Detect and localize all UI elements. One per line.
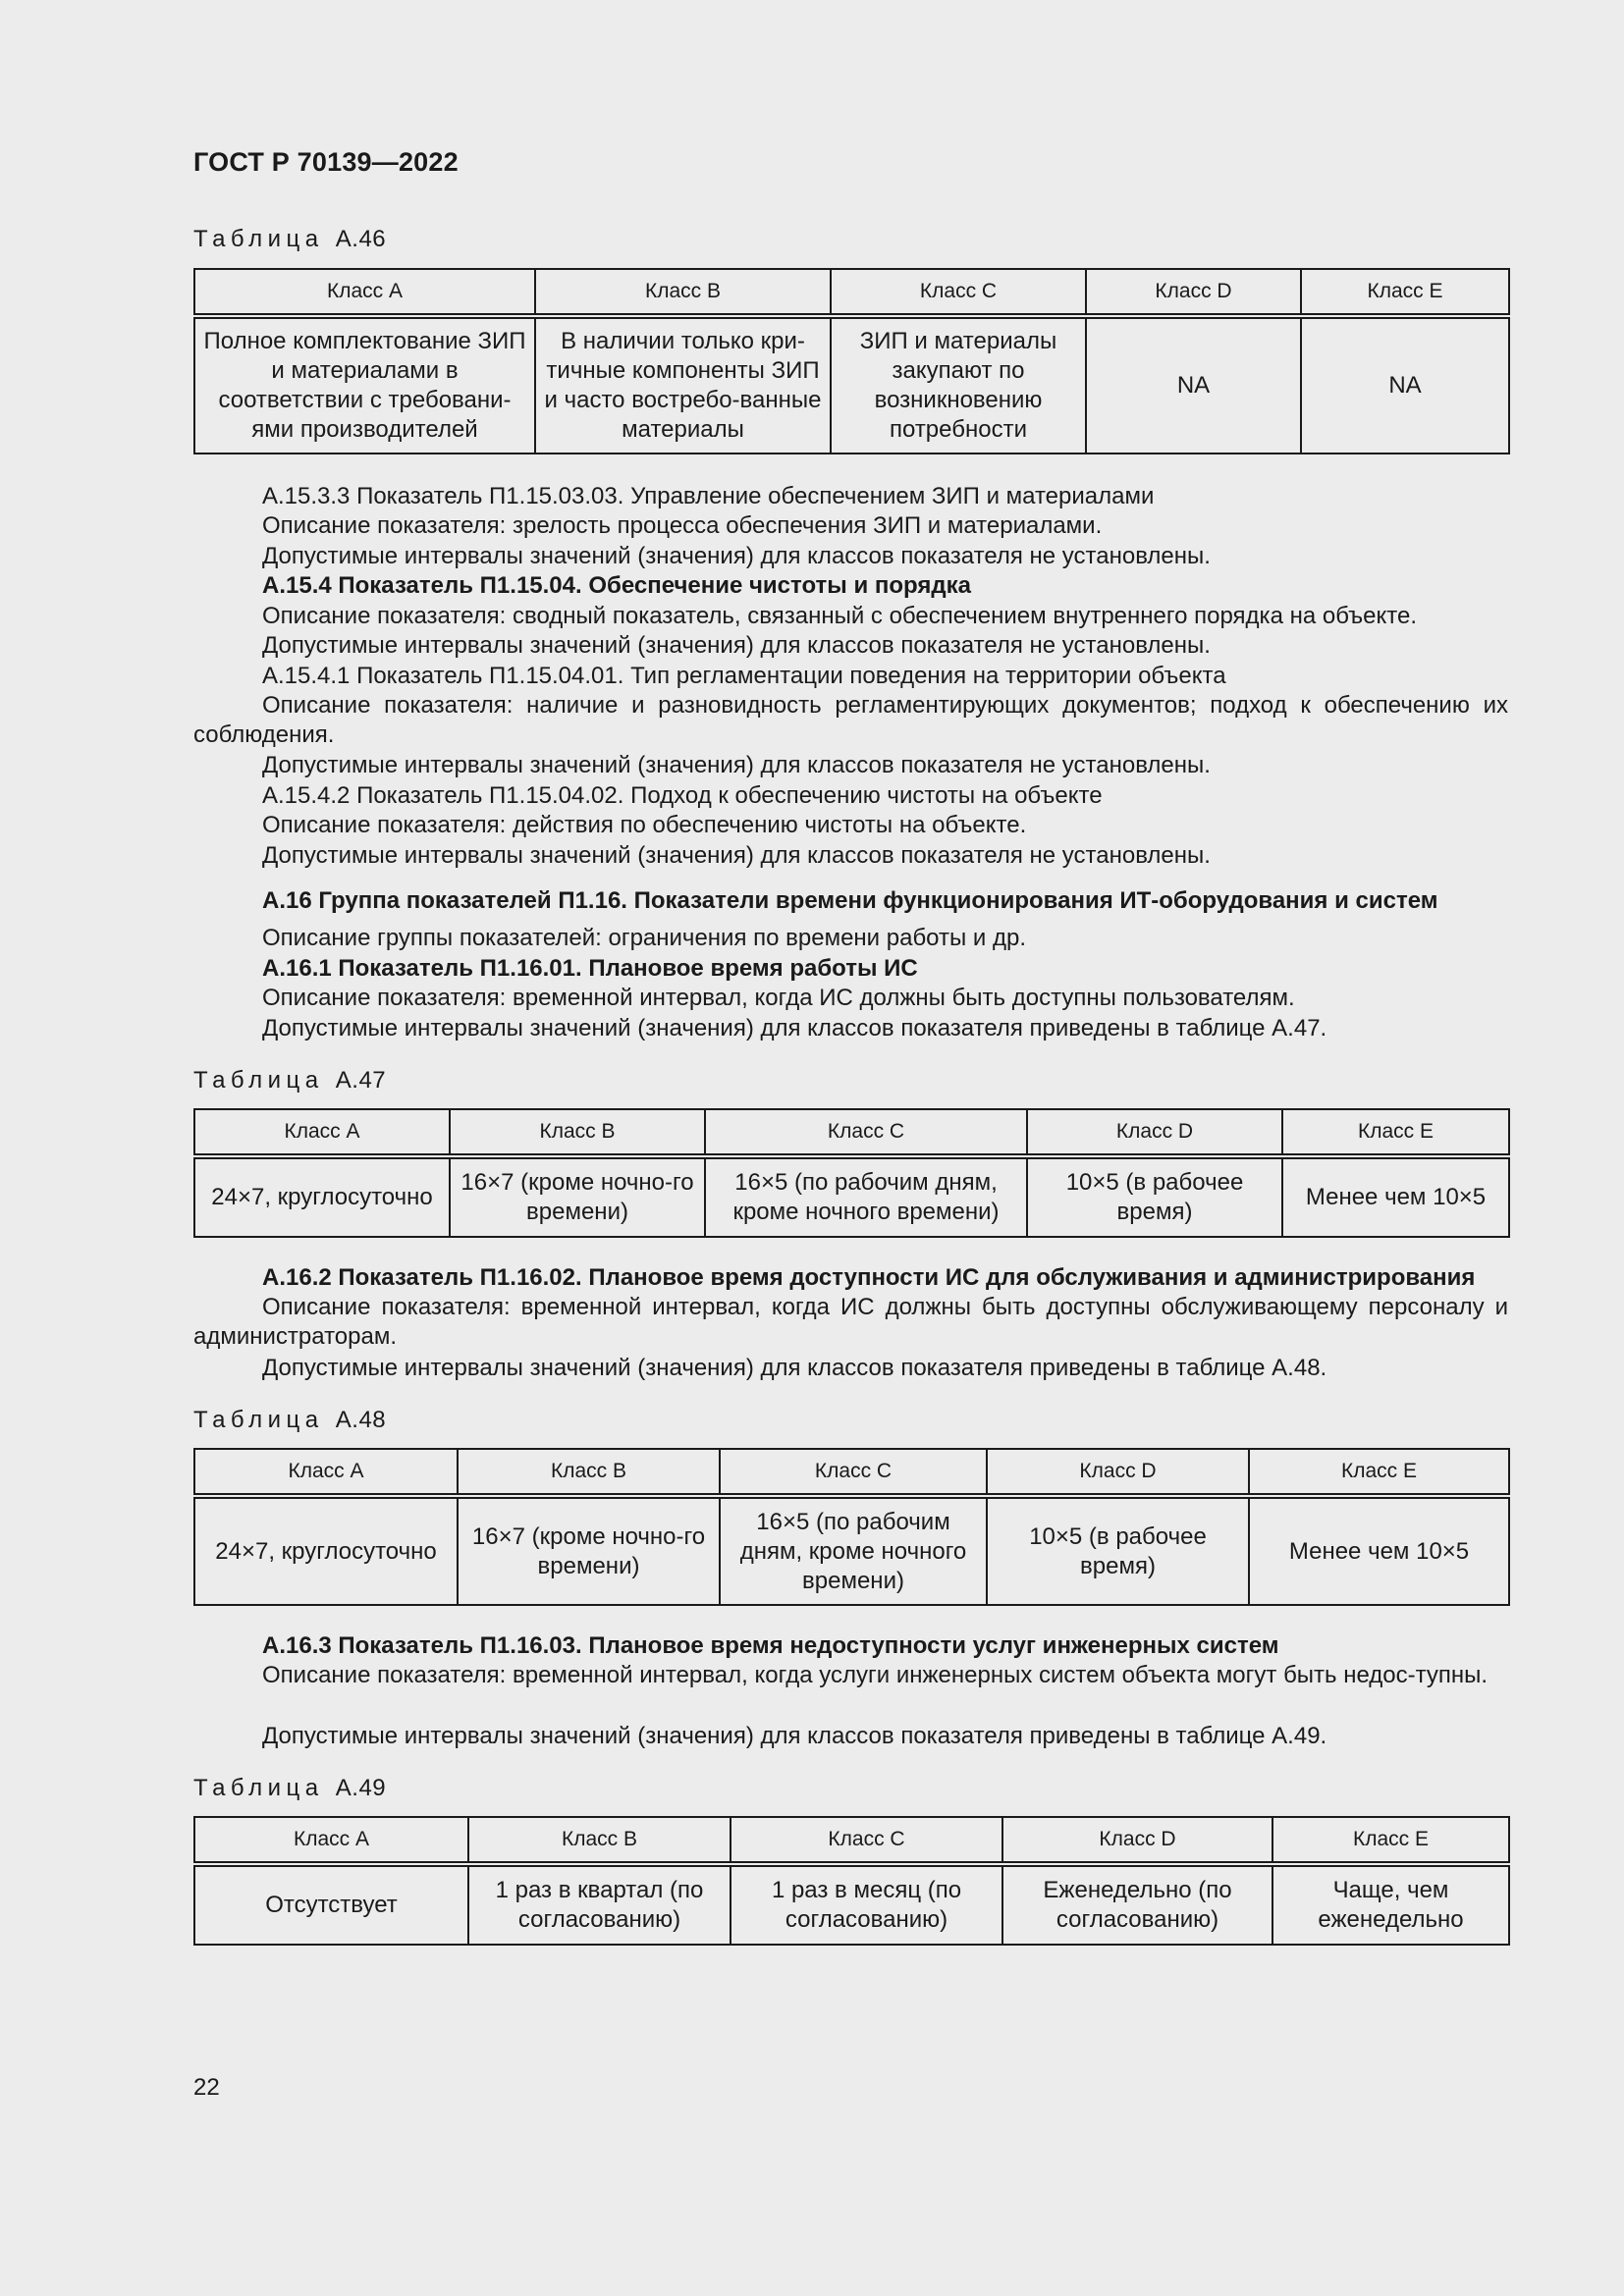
section-heading: А.16.1 Показатель П1.16.01. Плановое время работы ИС — [262, 955, 918, 982]
table-header-cell: Класс C — [705, 1109, 1027, 1156]
paragraph: Описание показателя: временной интервал, когда ИС должны быть доступны пользователям. — [262, 985, 1295, 1011]
document-header: ГОСТ Р 70139—2022 — [193, 147, 459, 177]
table-a48 — [193, 1448, 1510, 1606]
table-header-cell: Класс D — [1086, 269, 1301, 316]
page-number: 22 — [193, 2074, 220, 2101]
table-cell: Полное комплектование ЗИП и материалами в соответствии с требовани-ями производителей — [194, 316, 535, 454]
table-header-row — [194, 1817, 1509, 1864]
table-a47-caption — [193, 1067, 386, 1095]
paragraph: Допустимые интервалы значений (значения) для классов показателя приведены в таблице А.48. — [262, 1355, 1327, 1381]
paragraph: Описание показателя: сводный показатель, связанный с обеспечением внутреннего порядка на объекте. — [262, 603, 1417, 629]
table-cell: 1 раз в квартал (по согласованию) — [468, 1864, 731, 1945]
table-header-row — [194, 269, 1509, 316]
table-header-cell: Класс B — [468, 1817, 731, 1864]
paragraph: Допустимые интервалы значений (значения) для классов показателя не установлены. — [262, 752, 1211, 778]
table-header-cell: Класс B — [535, 269, 831, 316]
paragraph: Описание группы показателей: ограничения по времени работы и др. — [262, 925, 1027, 951]
section-heading: А.16.3 Показатель П1.16.03. Плановое время недоступности услуг инженерных систем — [262, 1632, 1279, 1659]
table-cell: Чаще, чем еженедельно — [1272, 1864, 1509, 1945]
table-header-cell: Класс C — [731, 1817, 1002, 1864]
table-header-row — [194, 1109, 1509, 1156]
paragraph: Допустимые интервалы значений (значения) для классов показателя приведены в таблице А.47. — [262, 1015, 1327, 1041]
table-a48-caption — [193, 1407, 386, 1434]
table-header-cell: Класс B — [450, 1109, 705, 1156]
table-header-cell: Класс B — [458, 1449, 720, 1496]
paragraph: А.15.3.3 Показатель П1.15.03.03. Управление обеспечением ЗИП и материалами — [262, 483, 1155, 509]
paragraph: Описание показателя: зрелость процесса обеспечения ЗИП и материалами. — [262, 512, 1103, 539]
table-caption-number: А.49 — [335, 1775, 387, 1801]
table-row — [194, 1156, 1509, 1237]
table-row — [194, 1496, 1509, 1605]
paragraph: Описание показателя: временной интервал, когда услуги инженерных систем объекта могут быть недос-тупны. — [262, 1662, 1489, 1688]
table-cell: 16×5 (по рабочим дням, кроме ночного времени) — [705, 1156, 1027, 1237]
table-cell: 16×7 (кроме ночно-го времени) — [458, 1496, 720, 1605]
table-caption-word: Таблица — [193, 1407, 324, 1433]
paragraph: Описание показателя: наличие и разновидность регламентирующих документов; подход к обеспечению их соблюдения. — [193, 692, 1508, 748]
table-row — [194, 316, 1509, 454]
table-header-cell: Класс D — [1027, 1109, 1282, 1156]
paragraph: Описание показателя: временной интервал, когда ИС должны быть доступны обслуживающему персоналу и администраторам. — [193, 1294, 1508, 1350]
table-caption-word: Таблица — [193, 1775, 324, 1801]
paragraph: А.15.4.1 Показатель П1.15.04.01. Тип регламентации поведения на территории объекта — [262, 663, 1226, 689]
paragraph: Допустимые интервалы значений (значения) для классов показателя приведены в таблице А.49. — [262, 1723, 1327, 1749]
section-heading: А.16 Группа показателей П1.16. Показатели времени функционирования ИТ-оборудования и систем — [262, 887, 1438, 914]
table-header-cell: Класс A — [194, 1817, 468, 1864]
table-header-cell: Класс A — [194, 1109, 450, 1156]
table-header-cell: Класс E — [1301, 269, 1509, 316]
table-cell: ЗИП и материалы закупают по возникновению потребности — [831, 316, 1086, 454]
table-a49 — [193, 1816, 1510, 1946]
table-cell: Отсутствует — [194, 1864, 468, 1945]
table-cell: В наличии только кри-тичные компоненты ЗИП и часто востребо-ванные материалы — [535, 316, 831, 454]
section-heading: А.16.2 Показатель П1.16.02. Плановое время доступности ИС для обслуживания и администрирования — [262, 1264, 1476, 1291]
table-header-row — [194, 1449, 1509, 1496]
table-caption-word: Таблица — [193, 226, 324, 252]
table-header-cell: Класс E — [1272, 1817, 1509, 1864]
table-row — [194, 1864, 1509, 1945]
table-header-cell: Класс D — [987, 1449, 1249, 1496]
table-header-cell: Класс E — [1249, 1449, 1509, 1496]
paragraph: Описание показателя: действия по обеспечению чистоты на объекте. — [262, 812, 1027, 838]
table-caption-number: А.46 — [335, 226, 387, 252]
table-caption-word: Таблица — [193, 1067, 324, 1094]
table-cell: NA — [1301, 316, 1509, 454]
paragraph: Допустимые интервалы значений (значения) для классов показателя не установлены. — [262, 543, 1211, 569]
table-a46-caption — [193, 226, 386, 253]
table-a49-caption — [193, 1775, 386, 1802]
table-header-cell: Класс C — [831, 269, 1086, 316]
table-caption-number: А.48 — [335, 1407, 387, 1433]
table-header-cell: Класс E — [1282, 1109, 1509, 1156]
table-cell: 16×7 (кроме ночно-го времени) — [450, 1156, 705, 1237]
table-cell: 24×7, круглосуточно — [194, 1156, 450, 1237]
paragraph: Допустимые интервалы значений (значения) для классов показателя не установлены. — [262, 632, 1211, 659]
table-cell: 1 раз в месяц (по согласованию) — [731, 1864, 1002, 1945]
table-header-cell: Класс C — [720, 1449, 987, 1496]
table-cell: 10×5 (в рабочее время) — [987, 1496, 1249, 1605]
table-header-cell: Класс D — [1002, 1817, 1272, 1864]
table-cell: NA — [1086, 316, 1301, 454]
table-cell: Менее чем 10×5 — [1282, 1156, 1509, 1237]
table-cell: Еженедельно (по согласованию) — [1002, 1864, 1272, 1945]
table-header-cell: Класс A — [194, 1449, 458, 1496]
table-cell: 16×5 (по рабочим дням, кроме ночного времени) — [720, 1496, 987, 1605]
paragraph: А.15.4.2 Показатель П1.15.04.02. Подход к обеспечению чистоты на объекте — [262, 782, 1103, 809]
table-a46 — [193, 268, 1510, 454]
section-heading: А.15.4 Показатель П1.15.04. Обеспечение чистоты и порядка — [262, 572, 971, 599]
table-cell: 24×7, круглосуточно — [194, 1496, 458, 1605]
paragraph: Допустимые интервалы значений (значения) для классов показателя не установлены. — [262, 842, 1211, 869]
table-cell: Менее чем 10×5 — [1249, 1496, 1509, 1605]
table-a47 — [193, 1108, 1510, 1238]
table-cell: 10×5 (в рабочее время) — [1027, 1156, 1282, 1237]
table-caption-number: А.47 — [335, 1067, 387, 1094]
table-header-cell: Класс A — [194, 269, 535, 316]
